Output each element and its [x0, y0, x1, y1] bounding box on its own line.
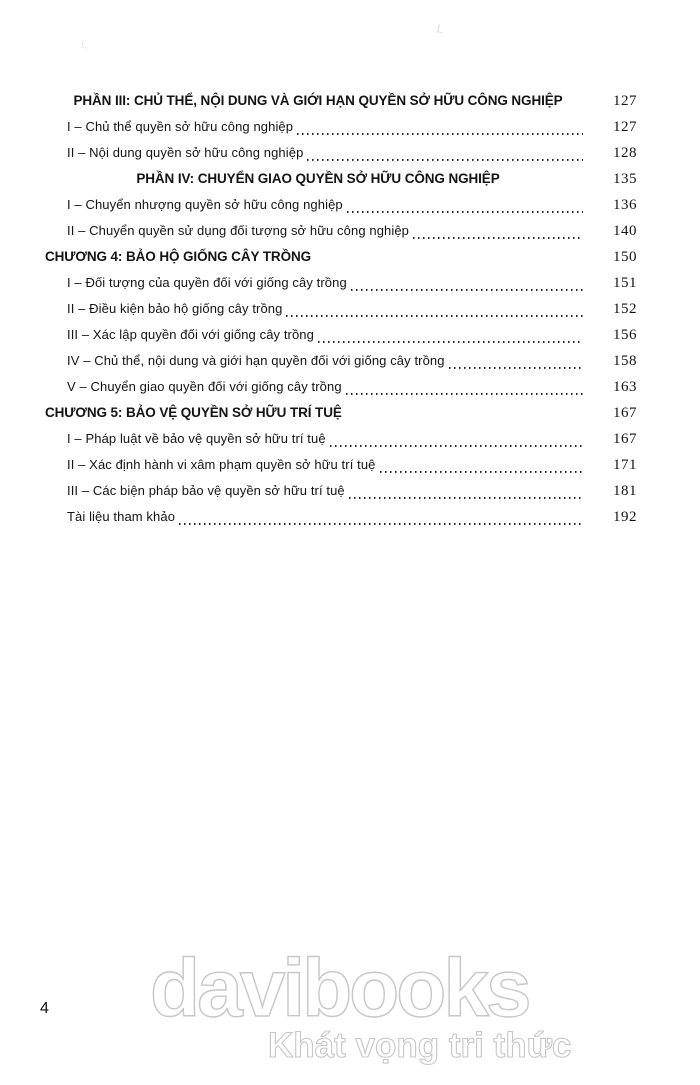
page-number-ref: 167	[613, 431, 637, 447]
dot-leader	[307, 140, 583, 166]
toc-entry-label: V – Chuyển giao quyền đối với giống cây trồng	[67, 379, 342, 394]
page-number: 4	[40, 1000, 49, 1017]
toc-entry-label: I – Chủ thể quyền sở hữu công nghiệp	[67, 119, 294, 134]
page-number-ref: 128	[613, 145, 637, 161]
dot-leader	[351, 270, 583, 296]
page-number-ref: 127	[613, 119, 637, 135]
dot-leader	[380, 452, 584, 478]
dot-leader	[449, 348, 583, 374]
toc-entry-label: II – Xác định hành vi xâm phạm quyền sở hữu trí tuệ	[67, 457, 376, 472]
toc-entry	[45, 218, 637, 244]
page-number-ref: 167	[613, 405, 637, 421]
toc-entry-label: I – Pháp luật về bảo vệ quyền sở hữu trí tuệ	[67, 431, 326, 446]
page-number-ref: 135	[613, 171, 637, 187]
dot-leader	[286, 296, 583, 322]
spacer	[311, 244, 591, 270]
page-number-ref: 158	[613, 353, 637, 369]
page-number-ref: 127	[613, 93, 637, 109]
toc-entry	[45, 426, 637, 452]
toc-entry	[45, 114, 637, 140]
toc-section-heading	[45, 88, 637, 114]
page-number-ref: 181	[613, 483, 637, 499]
watermark-slogan: Khát vọng tri thức	[268, 1026, 572, 1065]
page-number-ref: 152	[613, 301, 637, 317]
toc-entry-label: II – Điều kiện bảo hộ giống cây trồng	[67, 301, 283, 316]
toc-entry	[45, 140, 637, 166]
toc-entry	[45, 322, 637, 348]
toc-chapter-heading	[45, 400, 637, 426]
toc-entry	[45, 296, 637, 322]
chapter-heading-label: CHƯƠNG 5: BẢO VỆ QUYỀN SỞ HỮU TRÍ TUỆ	[45, 405, 342, 420]
toc-chapter-heading	[45, 244, 637, 270]
toc-entry	[45, 504, 637, 530]
table-of-contents	[45, 88, 637, 530]
toc-entry	[45, 452, 637, 478]
dot-leader	[330, 426, 583, 452]
page-number-ref: 140	[613, 223, 637, 239]
page-number-ref: 136	[613, 197, 637, 213]
scan-artifact	[437, 24, 445, 33]
dot-leader	[347, 192, 583, 218]
chapter-heading-label: CHƯƠNG 4: BẢO HỘ GIỐNG CÂY TRỒNG	[45, 249, 312, 264]
toc-entry-label: IV – Chủ thể, nội dung và giới hạn quyền đối với giống cây trồng	[67, 353, 445, 368]
dot-leader	[318, 322, 583, 348]
page-number-ref: 192	[613, 509, 637, 525]
section-heading-label: PHẦN IV: CHUYỂN GIAO QUYỀN SỞ HỮU CÔNG NGHIỆP	[136, 171, 500, 186]
page-number-ref: 163	[613, 379, 637, 395]
toc-section-heading	[45, 166, 637, 192]
toc-entry-label: III – Xác lập quyền đối với giống cây trồng	[67, 327, 314, 342]
dot-leader	[349, 478, 583, 504]
toc-entry	[45, 348, 637, 374]
spacer	[342, 400, 591, 426]
toc-entry-label: Tài liệu tham khảo	[67, 509, 176, 524]
toc-entry-label: III – Các biện pháp bảo vệ quyền sở hữu trí tuệ	[67, 483, 345, 498]
toc-entry	[45, 270, 637, 296]
dot-leader	[179, 504, 583, 530]
dot-leader	[346, 374, 583, 400]
watermark-brand: davibooks	[150, 943, 529, 1034]
toc-entry-label: II – Chuyển quyền sử dụng đối tượng sở hữu công nghiệp	[67, 223, 409, 238]
dot-leader	[413, 218, 583, 244]
dot-leader	[297, 114, 583, 140]
page-number-ref: 150	[613, 249, 637, 265]
scan-artifact	[81, 39, 89, 48]
toc-entry	[45, 478, 637, 504]
toc-entry-label: II – Nội dung quyền sở hữu công nghiệp	[67, 145, 304, 160]
page-number-ref: 171	[613, 457, 637, 473]
page-number-ref: 156	[613, 327, 637, 343]
toc-entry	[45, 192, 637, 218]
toc-entry-label: I – Chuyển nhượng quyền sở hữu công nghiệp	[67, 197, 343, 212]
page-number-ref: 151	[613, 275, 637, 291]
toc-entry	[45, 374, 637, 400]
section-heading-label: PHẦN III: CHỦ THỂ, NỘI DUNG VÀ GIỚI HẠN QUYỀN SỞ HỮU CÔNG NGHIỆP	[73, 93, 563, 108]
toc-entry-label: I – Đối tượng của quyền đối với giống cây trồng	[67, 275, 347, 290]
